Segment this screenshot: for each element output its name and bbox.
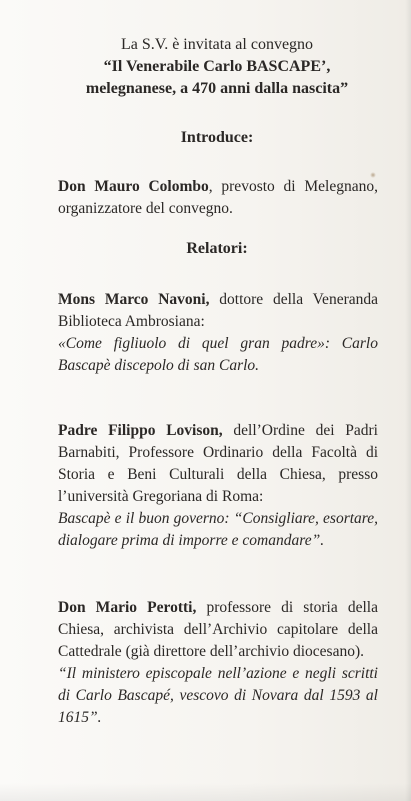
talk-title: Bascapè e il buon governo: “Consigliare, esortare, dialogare prima di imporre e comandare”. — [58, 510, 378, 549]
page-bottom-shadow — [0, 783, 411, 801]
speaker-description: dell’Ordine dei Padri Barnabiti, Professore Ordinario della Facoltà di Storia e Beni Culturali della Chiesa, presso l’università Gregoriana di Roma: — [58, 422, 378, 505]
speaker-name: Don Mario Perotti, — [58, 599, 197, 616]
talk-title: «Come figliuolo di quel gran padre»: Carlo Bascapè discepolo di san Carlo. — [58, 335, 378, 374]
conference-subtitle: melegnanese, a 470 anni dalla nascita” — [85, 80, 349, 97]
speaker-block — [58, 420, 378, 552]
speaker-description: professore di storia della Chiesa, archivista dell’Archivio capitolare della Cattedrale (già direttore dell’archivio diocesano). — [58, 599, 378, 660]
introducer-name: Don Mauro Colombo — [58, 178, 209, 195]
speaker-block — [58, 289, 378, 377]
speaker-description: dottore della Veneranda Biblioteca Ambrosiana: — [58, 291, 378, 330]
speaker-name: Mons Marco Navoni, — [58, 291, 210, 308]
introducer-description: , prevosto di Melegnano, organizzatore del convegno. — [58, 178, 378, 217]
conference-title: “Il Venerabile Carlo BASCAPE’, — [103, 58, 331, 75]
introduce-heading: Introduce: — [180, 129, 254, 146]
introducer-block — [58, 176, 378, 220]
talk-title: “Il ministero episcopale nell’azione e negli scritti di Carlo Bascapé, vescovo di Novara dal 1593 al 1615”. — [58, 665, 378, 726]
speaker-name: Padre Filippo Lovison, — [58, 422, 223, 439]
speaker-block — [58, 597, 378, 729]
invitation-heading — [50, 34, 384, 100]
page-edge-shadow — [405, 0, 411, 801]
invitation-line-1: La S.V. è invitata al convegno — [120, 36, 314, 53]
speakers-heading: Relatori: — [186, 240, 248, 257]
